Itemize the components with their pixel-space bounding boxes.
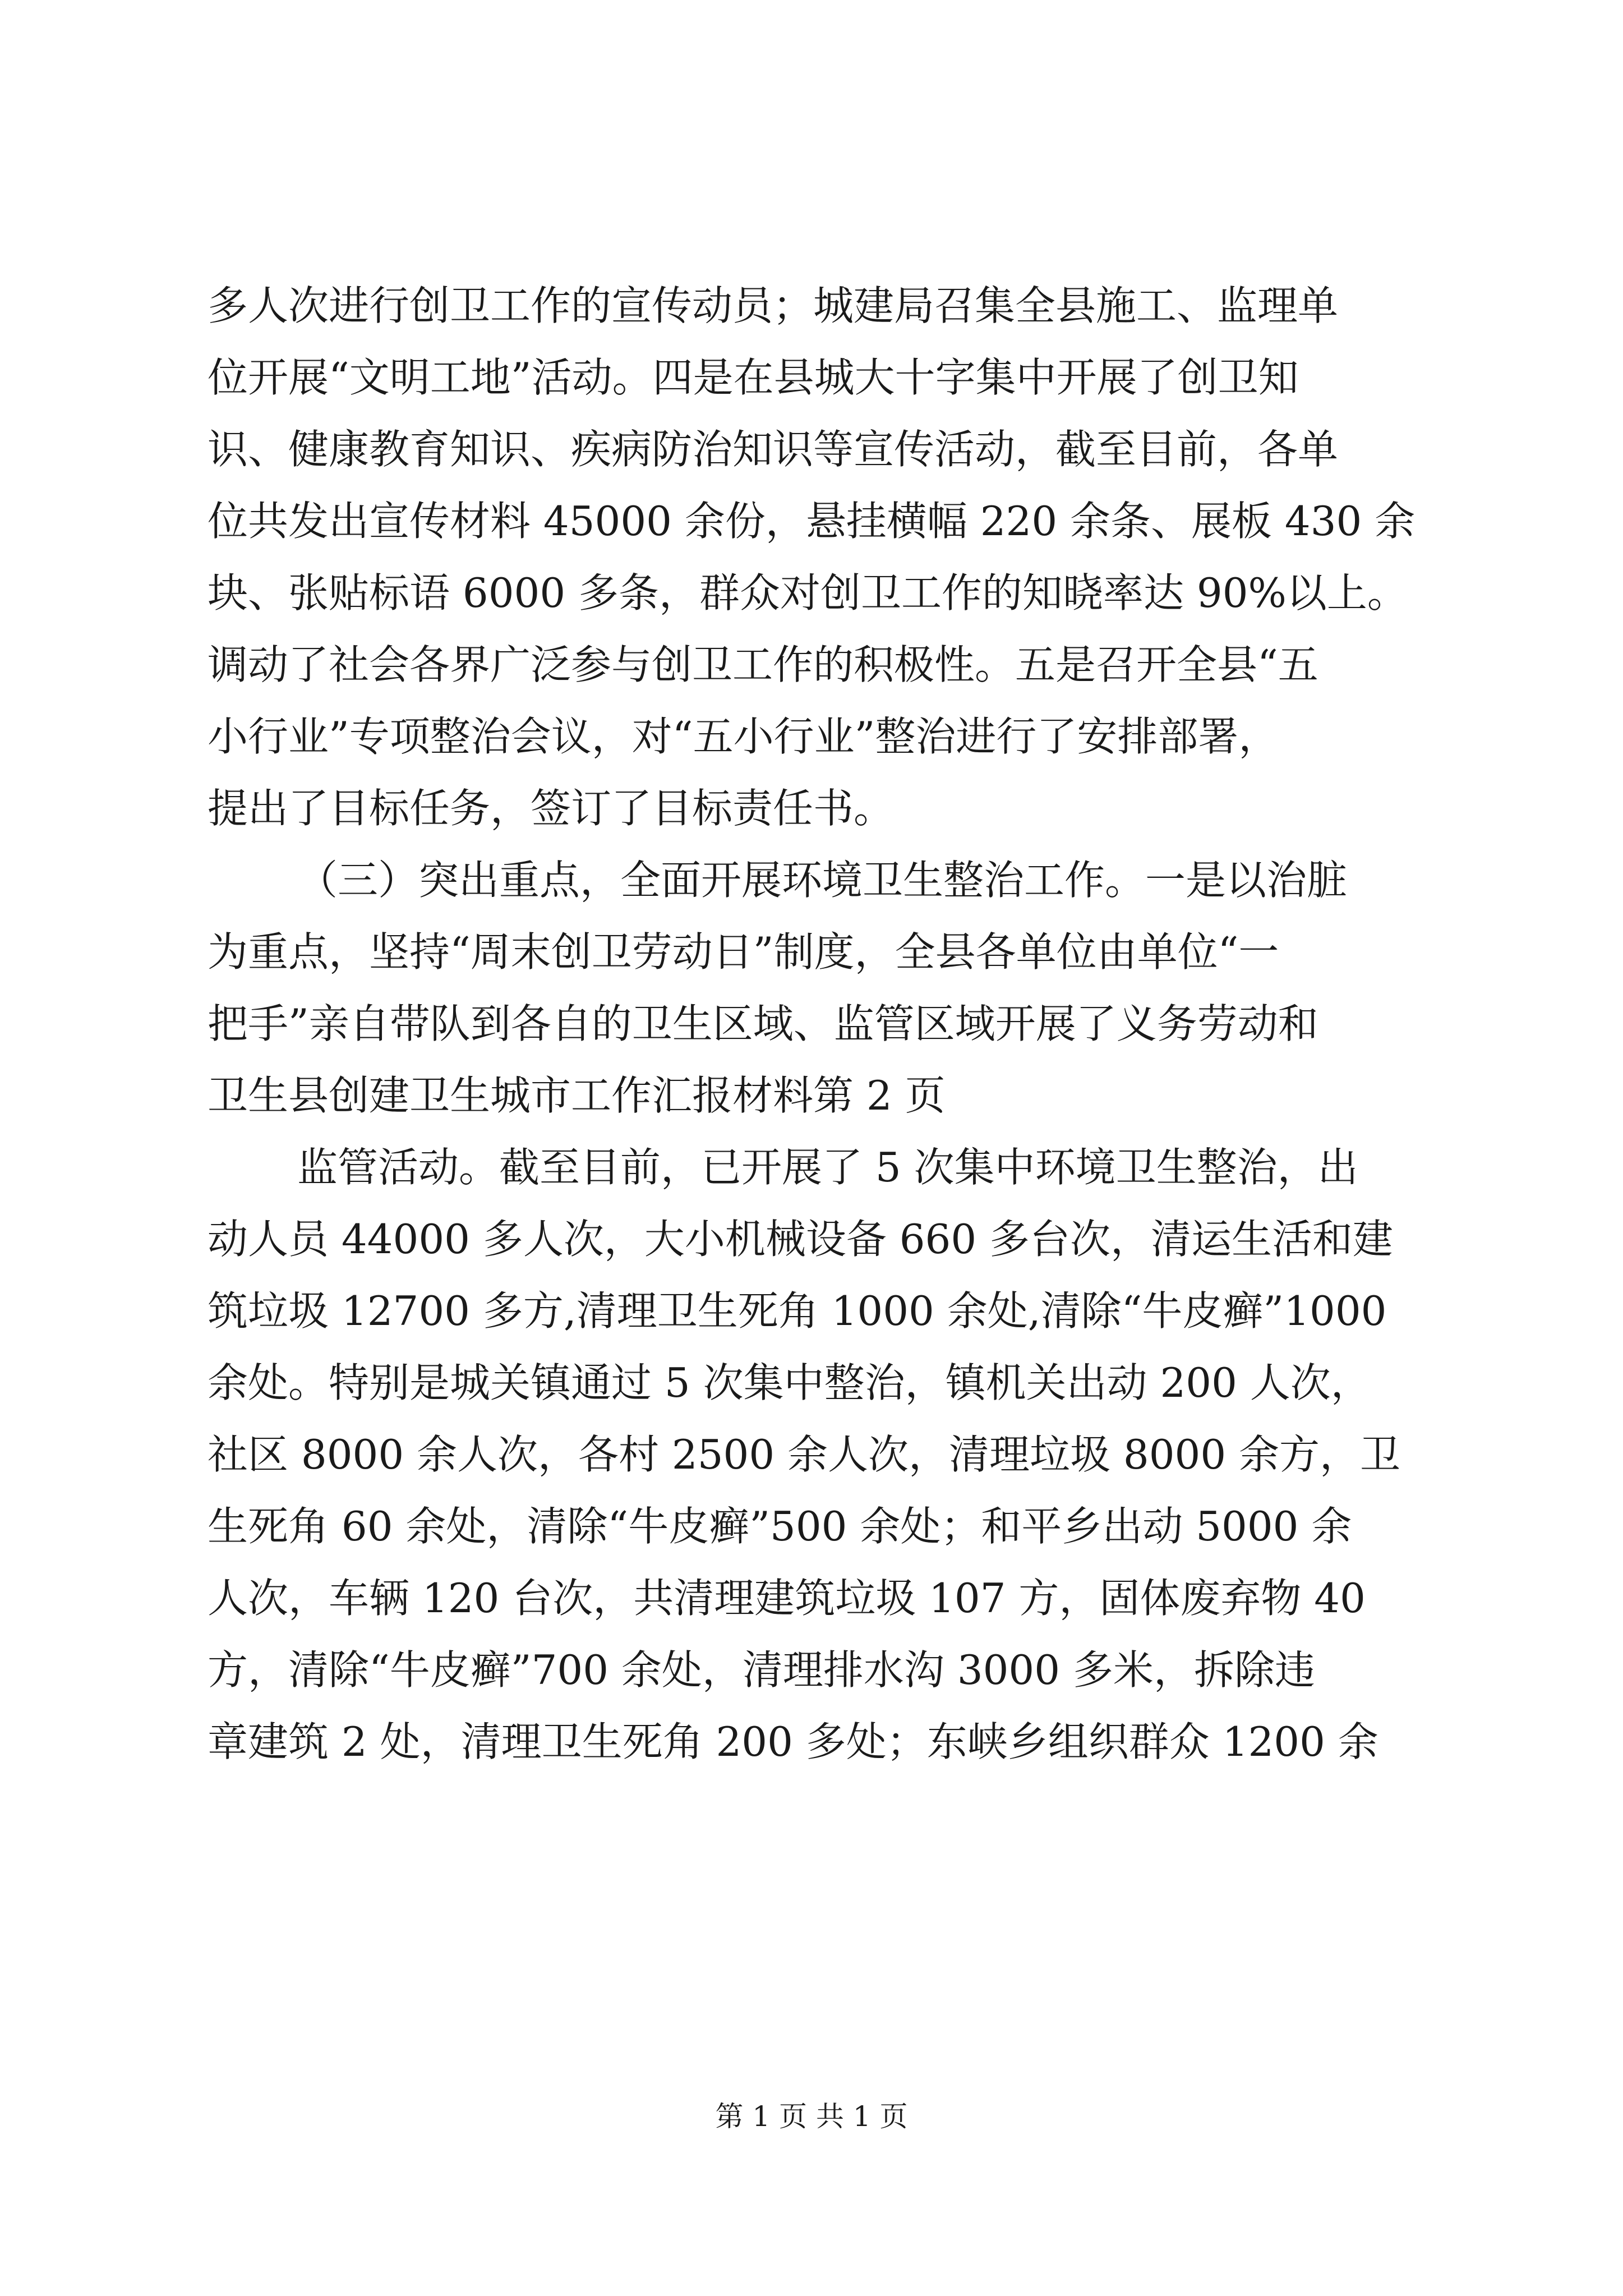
text-line: 卫生县创建卫生城市工作汇报材料第 2 页	[208, 1072, 946, 1119]
text-line: 位共发出宣传材料 45000 余份，悬挂横幅 220 余条、展板 430 余	[208, 498, 1415, 545]
text-line: 小行业”专项整治会议，对“五小行业”整治进行了安排部署，	[208, 713, 1279, 760]
text-line: 动人员 44000 多人次，大小机械设备 660 多台次，清运生活和建	[208, 1216, 1394, 1263]
text-line: （三）突出重点，全面开展环境卫生整治工作。一是以治脏	[297, 857, 1348, 904]
text-line: 人次，车辆 120 台次，共清理建筑垃圾 107 方，固体废弃物 40	[208, 1575, 1366, 1622]
text-line: 调动了社会各界广泛参与创卫工作的积极性。五是召开全县“五	[208, 641, 1318, 688]
text-line: 筑垃圾 12700 多方,清理卫生死角 1000 余处,清除“牛皮癣”1000	[208, 1287, 1387, 1335]
text-line: 余处。特别是城关镇通过 5 次集中整治，镇机关出动 200 人次，	[208, 1359, 1371, 1406]
text-line: 章建筑 2 处，清理卫生死角 200 多处；东峡乡组织群众 1200 余	[208, 1718, 1378, 1765]
text-line: 监管活动。截至目前，已开展了 5 次集中环境卫生整治，出	[297, 1144, 1358, 1191]
text-line: 块、张贴标语 6000 多条，群众对创卫工作的知晓率达 90%以上。	[208, 569, 1408, 616]
page-footer: 第 1 页 共 1 页	[715, 2100, 908, 2133]
text-line: 提出了目标任务，签订了目标责任书。	[208, 785, 895, 832]
text-line: 把手”亲自带队到各自的卫生区域、监管区域开展了义务劳动和	[208, 1000, 1318, 1047]
text-line: 为重点，坚持“周末创卫劳动日”制度，全县各单位由单位“一	[208, 928, 1279, 976]
text-line: 社区 8000 余人次，各村 2500 余人次，清理垃圾 8000 余方，卫	[208, 1431, 1401, 1478]
text-line: 位开展“文明工地”活动。四是在县城大十字集中开展了创卫知	[208, 354, 1299, 401]
text-line: 方，清除“牛皮癣”700 余处，清理排水沟 3000 多米，拆除违	[208, 1646, 1315, 1694]
text-line: 识、健康教育知识、疾病防治知识等宣传活动，截至目前，各单	[208, 426, 1339, 473]
text-line: 生死角 60 余处，清除“牛皮癣”500 余处；和平乡出动 5000 余	[208, 1503, 1352, 1550]
text-line: 多人次进行创卫工作的宣传动员；城建局召集全县施工、监理单	[208, 282, 1339, 329]
